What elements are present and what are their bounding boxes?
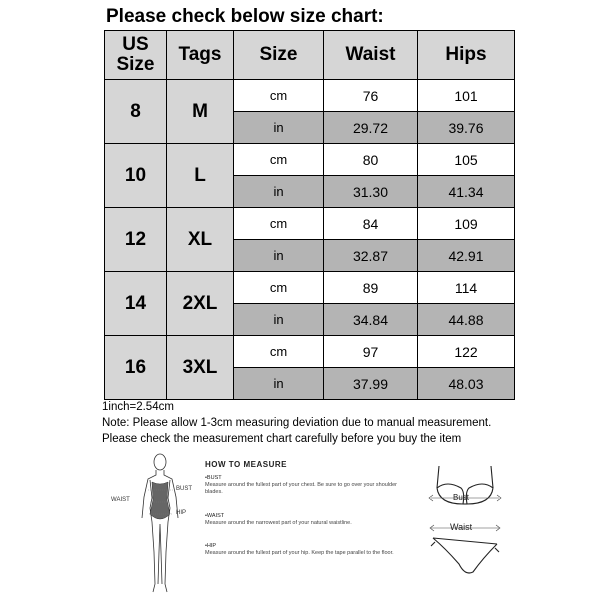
- hips-cell: 48.03: [418, 368, 515, 400]
- hips-cell: 114: [418, 272, 515, 304]
- table-row: [105, 272, 515, 304]
- header-hips: Hips: [418, 31, 515, 80]
- waist-cell: 89: [324, 272, 418, 304]
- hips-cell: 44.88: [418, 304, 515, 336]
- chart-title: Please check below size chart:: [106, 6, 384, 27]
- header-tags: Tags: [167, 31, 234, 80]
- hips-cell: 39.76: [418, 112, 515, 144]
- figure-label-waist: WAIST: [111, 497, 130, 503]
- hips-cell: 109: [418, 208, 515, 240]
- us-size-cell: 10: [105, 144, 167, 208]
- us-size-cell: 16: [105, 336, 167, 400]
- body-figure-illustration: [130, 452, 193, 600]
- waist-text: Measure around the narrowest part of your natural waistline.: [205, 520, 352, 526]
- hips-cell: 42.91: [418, 240, 515, 272]
- hip-title: •HIP: [205, 543, 217, 549]
- conversion-note: 1inch=2.54cm: [102, 401, 174, 413]
- tag-cell: XL: [167, 208, 234, 272]
- waist-cell: 29.72: [324, 112, 418, 144]
- unit-cell: in: [234, 304, 324, 336]
- bikini-label-bust: Bust: [453, 493, 470, 502]
- waist-cell: 31.30: [324, 176, 418, 208]
- bust-text: Measure around the fullest part of your chest. Be sure to go over your shoulder blades.: [205, 482, 397, 495]
- tag-cell: L: [167, 144, 234, 208]
- check-note: Please check the measurement chart carefully before you buy the item: [102, 433, 462, 445]
- header-size: Size: [234, 31, 324, 80]
- bikini-top-illustration: [425, 462, 505, 520]
- unit-cell: in: [234, 176, 324, 208]
- bust-title: •BUST: [205, 475, 222, 481]
- waist-title: •WAIST: [205, 513, 225, 519]
- figure-label-hip: HIP: [176, 510, 187, 516]
- hips-cell: 41.34: [418, 176, 515, 208]
- tag-cell: M: [167, 80, 234, 144]
- tag-cell: 3XL: [167, 336, 234, 400]
- unit-cell: cm: [234, 336, 324, 368]
- unit-cell: cm: [234, 208, 324, 240]
- hip-instruction: [205, 543, 410, 557]
- table-header-row: [105, 31, 515, 80]
- waist-cell: 97: [324, 336, 418, 368]
- unit-cell: cm: [234, 272, 324, 304]
- notes: [102, 399, 491, 447]
- hips-cell: 122: [418, 336, 515, 368]
- unit-cell: in: [234, 368, 324, 400]
- table-row: [105, 336, 515, 368]
- bikini-label-waist: Waist: [450, 522, 473, 532]
- table-row: [105, 144, 515, 176]
- deviation-note: Note: Please allow 1-3cm measuring deviation due to manual measurement.: [102, 417, 492, 429]
- us-size-cell: 12: [105, 208, 167, 272]
- us-size-cell: 8: [105, 80, 167, 144]
- unit-cell: in: [234, 112, 324, 144]
- table-row: [105, 208, 515, 240]
- header-waist: Waist: [324, 31, 418, 80]
- waist-cell: 80: [324, 144, 418, 176]
- table-row: [105, 80, 515, 112]
- header-us-size: US Size: [105, 31, 167, 80]
- waist-cell: 76: [324, 80, 418, 112]
- figure-label-bust: BUST: [176, 486, 193, 492]
- waist-cell: 34.84: [324, 304, 418, 336]
- waist-cell: 37.99: [324, 368, 418, 400]
- unit-cell: in: [234, 240, 324, 272]
- waist-cell: 84: [324, 208, 418, 240]
- unit-cell: cm: [234, 80, 324, 112]
- tag-cell: 2XL: [167, 272, 234, 336]
- hip-text: Measure around the fullest part of your hip. Keep the tape parallel to the floor.: [205, 550, 394, 556]
- waist-instruction: [205, 513, 410, 527]
- hips-cell: 105: [418, 144, 515, 176]
- size-chart-table: [104, 30, 515, 400]
- unit-cell: cm: [234, 144, 324, 176]
- bust-instruction: [205, 475, 410, 496]
- us-size-cell: 14: [105, 272, 167, 336]
- how-to-measure-heading: HOW TO MEASURE: [205, 460, 287, 469]
- waist-cell: 32.87: [324, 240, 418, 272]
- hips-cell: 101: [418, 80, 515, 112]
